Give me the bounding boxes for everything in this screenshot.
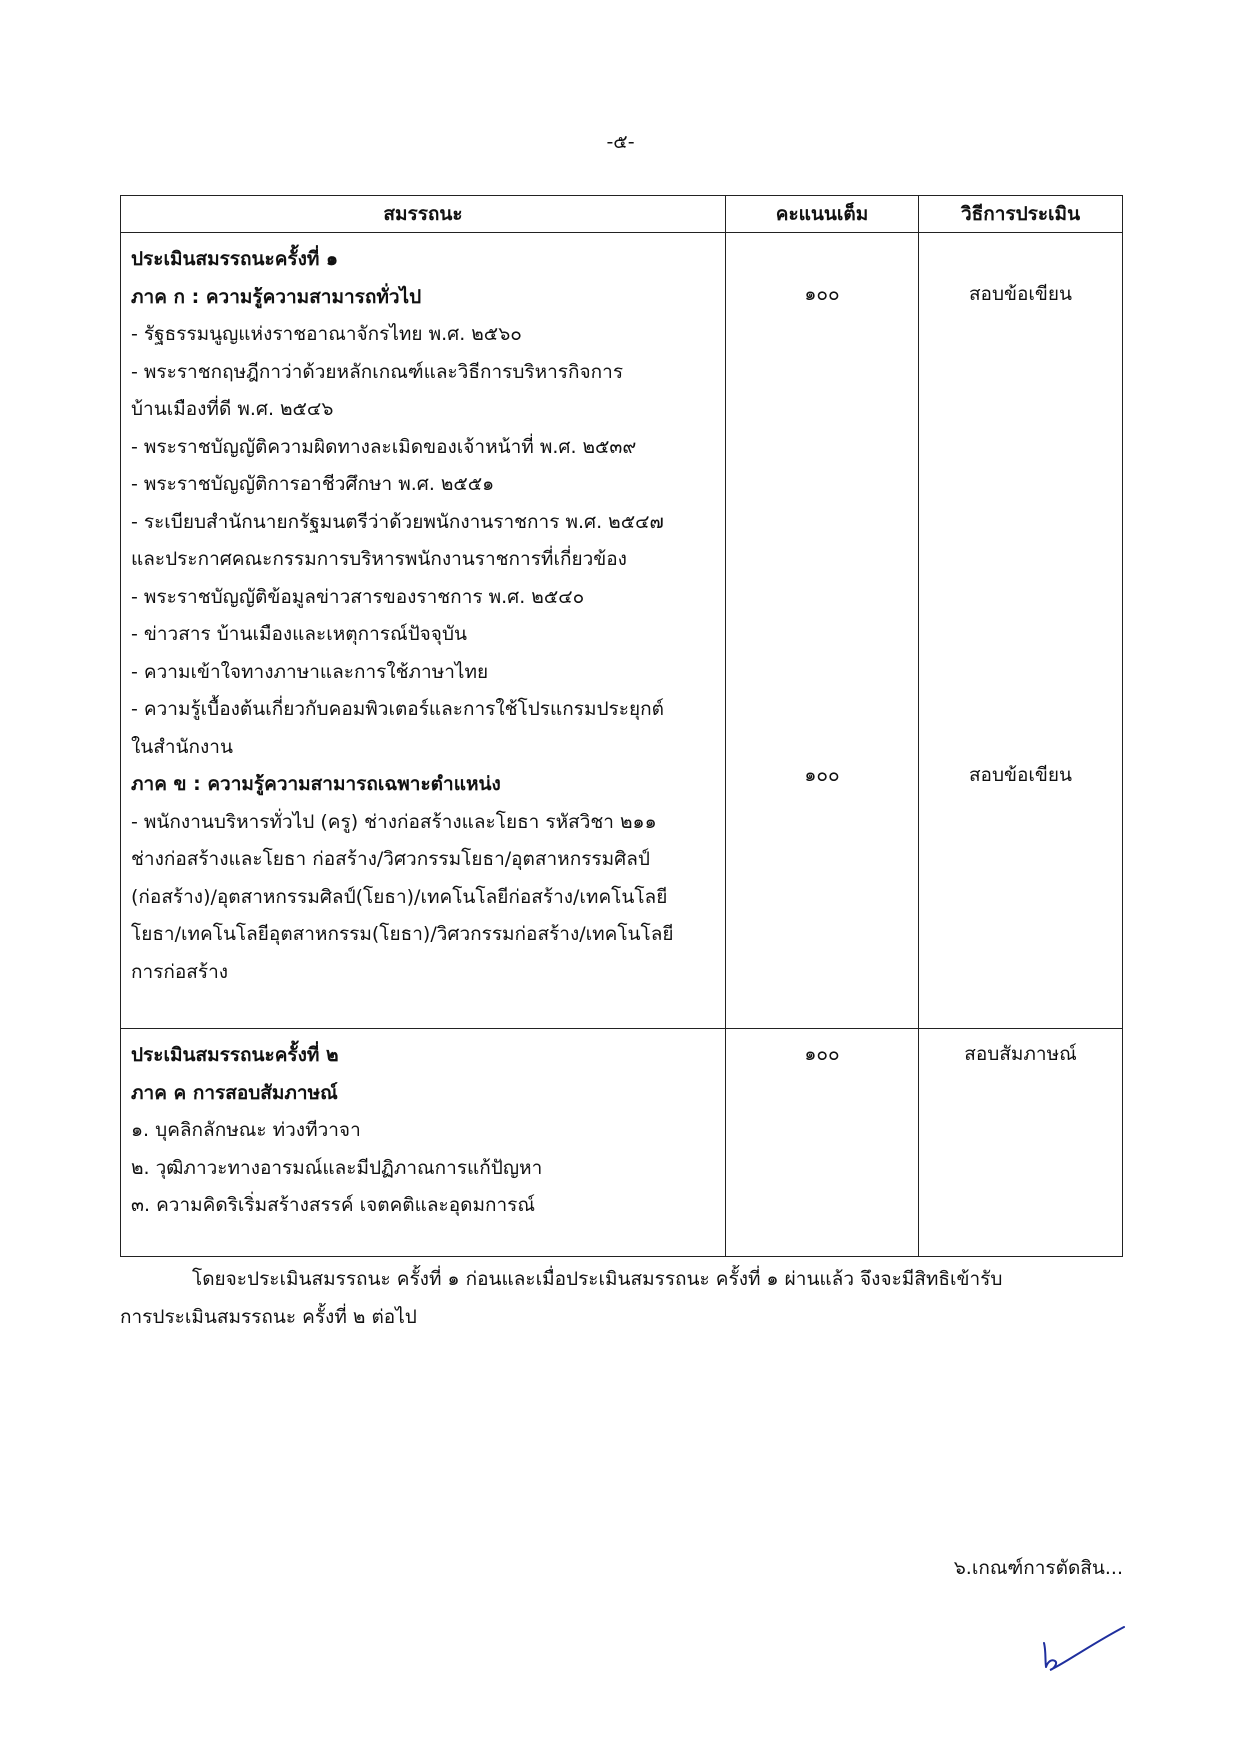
part-c-method: สอบสัมภาษณ์ (964, 1043, 1077, 1065)
part-b-line: ช่างก่อสร้างและโยธา ก่อสร้าง/วิศวกรรมโยธา/อุตสาหกรรมศิลป์ (131, 848, 650, 870)
round2-method-cell (919, 1029, 1123, 1257)
part-a-line: - ความเข้าใจทางภาษาและการใช้ภาษาไทย (131, 660, 489, 683)
part-a-title: ภาค ก : ความรู้ความสามารถทั่วไป (131, 285, 422, 308)
signature-mark (1040, 1615, 1130, 1675)
part-a-line: - พระราชบัญญัติข้อมูลข่าวสารของราชการ พ.ศ. ๒๕๔๐ (131, 585, 585, 608)
part-b-line: (ก่อสร้าง)/อุตสาหกรรมศิลป์(โยธา)/เทคโนโลยีก่อสร้าง/เทคโนโลยี (131, 885, 668, 908)
round1-method-cell (919, 233, 1123, 1029)
part-c-title: ภาค ค การสอบสัมภาษณ์ (131, 1081, 338, 1104)
part-a-score: ๑๐๐ (804, 283, 840, 305)
part-a-line: และประกาศคณะกรรมการบริหารพนักงานราชการที่เกี่ยวข้อง (131, 548, 627, 570)
part-a-line: - พระราชบัญญัติความผิดทางละเมิดของเจ้าหน้าที่ พ.ศ. ๒๕๓๙ (131, 435, 637, 458)
table-header-row (121, 196, 1123, 233)
part-b-line: โยธา/เทคโนโลยีอุตสาหกรรม(โยธา)/วิศวกรรมก่อสร้าง/เทคโนโลยี (131, 923, 674, 945)
part-a-line: - ข่าวสาร บ้านเมืองและเหตุการณ์ปัจจุบัน (131, 623, 467, 645)
round1-content (121, 233, 726, 1029)
part-a-line: - พระราชกฤษฎีกาว่าด้วยหลักเกณฑ์และวิธีการบริหารกิจการ (131, 360, 624, 383)
footnote-paragraph (120, 1260, 1122, 1336)
part-c-score: ๑๐๐ (804, 1043, 840, 1065)
assessment-table (120, 195, 1123, 1257)
footnote-line-1: โดยจะประเมินสมรรถนะ ครั้งที่ ๑ ก่อนและเมื่อประเมินสมรรถนะ ครั้งที่ ๑ ผ่านแล้ว จึงจะมีสิทธิเข้ารับ (192, 1268, 1003, 1290)
round2-score-cell (726, 1029, 919, 1257)
header-full-score: คะแนนเต็ม (726, 196, 919, 233)
table-row-round2 (121, 1029, 1123, 1257)
part-c-line: ๑. บุคลิกลักษณะ ท่วงทีวาจา (131, 1119, 361, 1141)
part-b-line: การก่อสร้าง (131, 960, 229, 983)
part-b-method: สอบข้อเขียน (968, 764, 1073, 786)
next-page-reference: ๖.เกณฑ์การตัดสิน... (953, 1557, 1123, 1579)
part-b-line: - พนักงานบริหารทั่วไป (ครู) ช่างก่อสร้างและโยธา รหัสวิชา ๒๑๑ (131, 810, 657, 833)
part-a-line: บ้านเมืองที่ดี พ.ศ. ๒๕๔๖ (131, 398, 334, 420)
signature-initials (1040, 1615, 1130, 1679)
part-b-title: ภาค ข : ความรู้ความสามารถเฉพาะตำแหน่ง (131, 773, 501, 795)
footnote-line-2: การประเมินสมรรถนะ ครั้งที่ ๒ ต่อไป (120, 1306, 417, 1328)
table-row-round1 (121, 233, 1123, 1029)
header-method: วิธีการประเมิน (919, 196, 1123, 233)
part-a-line: - รัฐธรรมนูญแห่งราชอาณาจักรไทย พ.ศ. ๒๕๖๐ (131, 323, 522, 345)
part-b-score: ๑๐๐ (804, 764, 840, 786)
part-c-line: ๓. ความคิดริเริ่มสร้างสรรค์ เจตคติและอุดมการณ์ (131, 1194, 536, 1216)
page-number: -๕- (606, 131, 635, 153)
header-competency: สมรรถนะ (121, 196, 726, 233)
part-a-line: - ความรู้เบื้องต้นเกี่ยวกับคอมพิวเตอร์และการใช้โปรแกรมประยุกต์ (131, 698, 664, 720)
round2-title: ประเมินสมรรถนะครั้งที่ ๒ (131, 1044, 339, 1066)
part-a-line: - ระเบียบสำนักนายกรัฐมนตรีว่าด้วยพนักงานราชการ พ.ศ. ๒๕๔๗ (131, 510, 664, 533)
part-c-line: ๒. วุฒิภาวะทางอารมณ์และมีปฏิภาณการแก้ปัญหา (131, 1156, 543, 1179)
part-a-line: ในสำนักงาน (131, 735, 233, 758)
round2-content (121, 1029, 726, 1257)
part-a-line: - พระราชบัญญัติการอาชีวศึกษา พ.ศ. ๒๕๕๑ (131, 473, 495, 495)
part-a-method: สอบข้อเขียน (968, 283, 1073, 305)
round1-title: ประเมินสมรรถนะครั้งที่ ๑ (131, 248, 339, 270)
round1-score-cell (726, 233, 919, 1029)
